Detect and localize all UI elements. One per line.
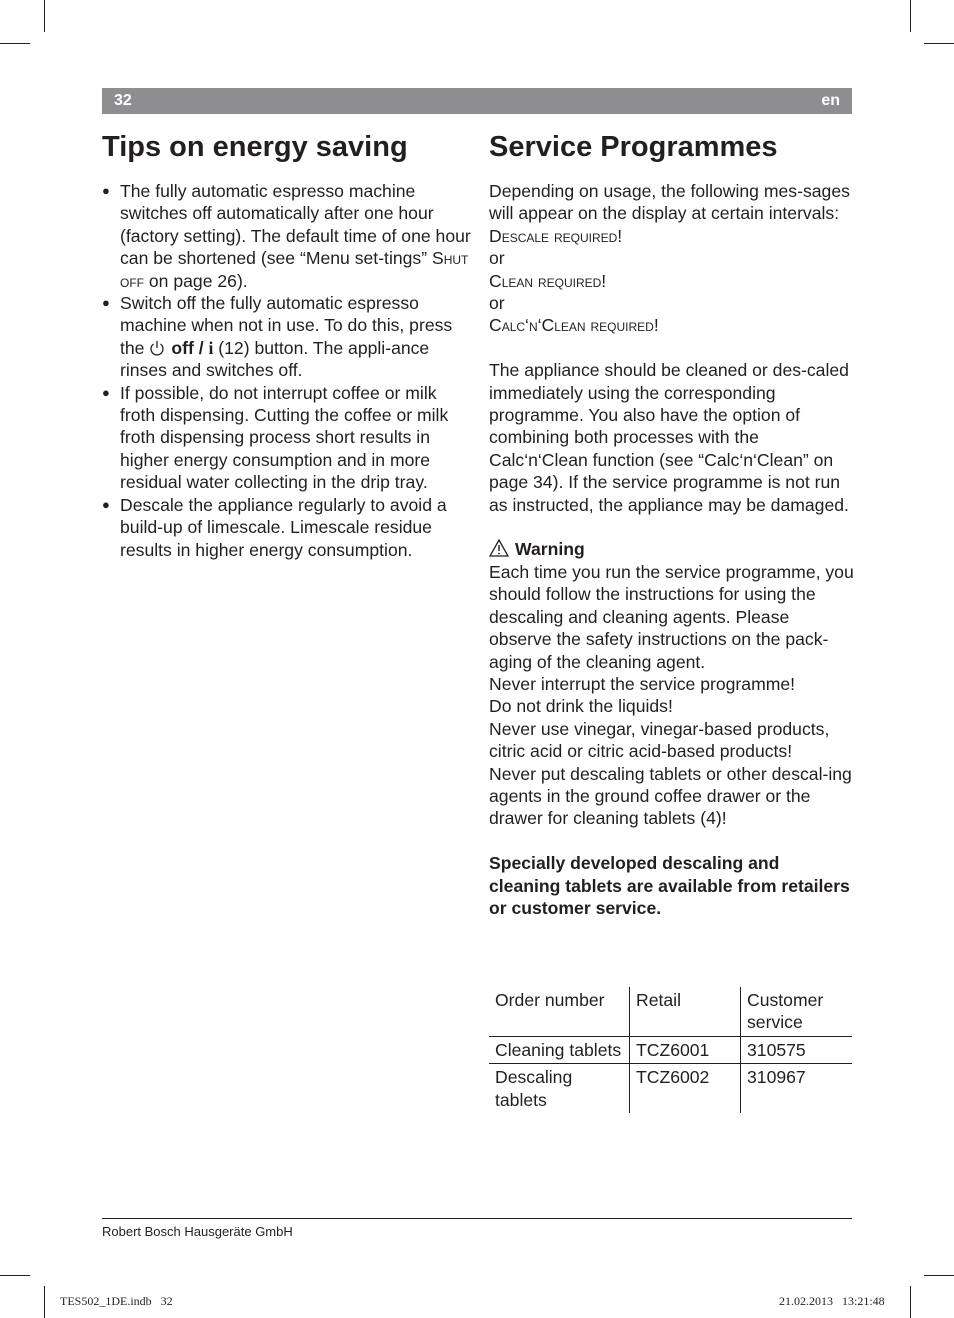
bullet-dot: ● (102, 183, 110, 198)
descale-message: Descale required! (489, 225, 623, 246)
service-programmes-section (489, 180, 854, 919)
bullet-dot: ● (102, 295, 110, 311)
warning-text: Do not drink the liquids! (489, 696, 673, 717)
crop-mark (0, 1275, 30, 1276)
table-cell: 310575 (741, 1036, 853, 1063)
list-item (102, 382, 472, 494)
tablets-note: Specially developed descaling and cleaning tablets are available from retailers or customer service. (489, 853, 850, 918)
energy-saving-heading: Tips on energy saving (102, 131, 408, 163)
footer-divider (102, 1218, 852, 1219)
clean-message: Clean required! (489, 270, 607, 291)
list-item (102, 494, 472, 561)
or-text: or (489, 248, 505, 269)
table-cell: TCZ6002 (630, 1064, 741, 1113)
list-item-text: on page 26). (144, 270, 248, 291)
table-cell: Descaling tablets (495, 1067, 573, 1110)
warning-triangle-icon (489, 539, 509, 557)
intro-paragraph: Depending on usage, the following mes-sages will appear on the display at certain intervals: (489, 181, 850, 224)
list-item-text: The fully automatic espresso machine switches off automatically after one hour (factory setting). The default time of one hour can be shortened (see “Menu set-tings” (120, 181, 471, 269)
table-row (489, 1064, 852, 1113)
info-icon: i (208, 337, 214, 358)
warning-text: Never interrupt the service programme! (489, 673, 796, 694)
crop-mark (924, 43, 954, 44)
list-item (102, 292, 472, 382)
service-paragraph: The appliance should be cleaned or des-caled immediately using the corresponding programme. You also have the option of combining both processes with the Calc‘n‘Clean function (see “Calc‘n‘Clean” on page 34). If the service programme is not run as instructed, the appliance may be damaged. (489, 360, 849, 515)
crop-mark (910, 1286, 911, 1318)
or-text: or (489, 293, 505, 314)
list-item-text: Switch off the fully automatic espresso machine when not in use. To do this, press the (120, 293, 453, 358)
language-code: en (821, 92, 840, 109)
crop-mark (44, 0, 45, 32)
warning-title: Warning (515, 539, 585, 560)
crop-mark (44, 1286, 45, 1318)
table-row (489, 1036, 852, 1063)
table-cell: Cleaning tablets (489, 1036, 630, 1063)
warning-text: Never put descaling tablets or other descal-ing agents in the ground coffee drawer or the drawer for cleaning tablets (4)! (489, 763, 852, 829)
bullet-dot: ● (102, 496, 110, 512)
crop-mark (910, 0, 911, 32)
power-symbol-icon (149, 340, 165, 356)
table-header-cell: Customer service (741, 987, 853, 1036)
bullet-dot: ● (102, 384, 110, 400)
order-number-table (489, 987, 852, 1113)
off-button-label: off / (171, 337, 209, 358)
crop-mark (0, 43, 30, 44)
calc-clean-message: Calc‘n‘Clean required! (489, 315, 659, 336)
page-header-bar (102, 88, 852, 114)
energy-tips-list (102, 180, 472, 561)
service-programmes-heading: Service Programmes (489, 131, 778, 163)
shut-off-menu-name: Shut off (120, 248, 469, 291)
warning-text: Each time you run the service programme, you should follow the instructions for using the descaling and cleaning agents. Please observe the safety instructions on the pack-aging of the cleaning agent. (489, 561, 854, 672)
print-timestamp: 21.02.2013 13:21:48 (779, 1294, 885, 1308)
table-header-cell: Retail (630, 987, 741, 1036)
list-item (102, 180, 472, 292)
list-item-text: (12) button. The appli-ance rinses and switches off. (120, 337, 430, 381)
list-item-text: If possible, do not interrupt coffee or milk froth dispensing. Cutting the coffee or milk froth dispensing process short results in higher energy consumption and in more residual water collecting in the drip tray. (120, 382, 449, 493)
company-name: Robert Bosch Hausgeräte GmbH (102, 1224, 293, 1239)
list-item-text: Descale the appliance regularly to avoid a build-up of limescale. Limescale residue results in higher energy consumption. (120, 494, 447, 560)
warning-text: Never use vinegar, vinegar-based products, citric acid or citric acid-based products! (489, 718, 830, 762)
table-cell: 310967 (741, 1064, 853, 1113)
warning-heading (489, 538, 854, 560)
table-cell: TCZ6001 (630, 1036, 741, 1063)
table-header-row (489, 987, 852, 1036)
page-number: 32 (114, 92, 132, 109)
print-file-name: TES502_1DE.indb 32 (60, 1294, 173, 1308)
crop-mark (924, 1275, 954, 1276)
table-header-cell: Order number (489, 987, 630, 1036)
